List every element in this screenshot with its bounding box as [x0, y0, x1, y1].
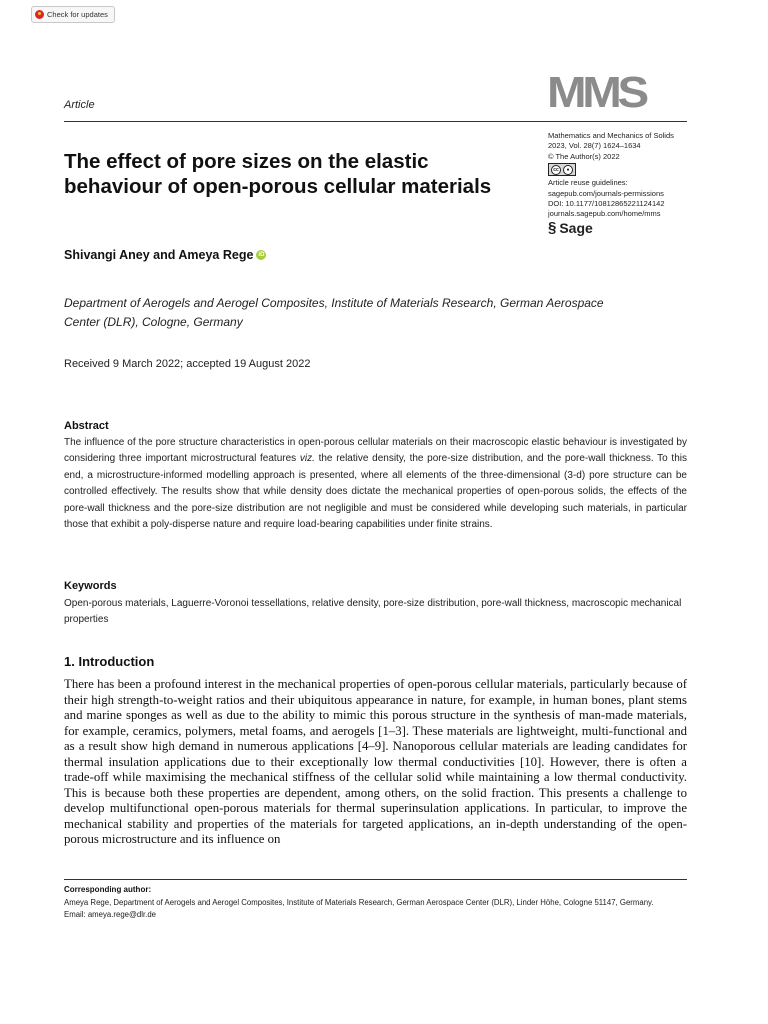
- abstract-text: [64, 435, 687, 533]
- footnote-divider: [64, 879, 687, 880]
- introduction-heading: 1. Introduction: [64, 654, 155, 669]
- journal-name: Mathematics and Mechanics of Solids: [548, 131, 674, 140]
- journal-logo: MMS: [547, 68, 645, 117]
- abstract-heading: Abstract: [64, 420, 109, 432]
- check-for-updates-label: Check for updates: [47, 10, 108, 19]
- introduction-text: There has been a profound interest in the mechanical properties of open-porous cellular materials, particularly because of their high strength-to-weight ratios and their ubiquitous appearance in nature, for example, in human bones, plant stems and marine sponges as well as due to the ability to mimic this porous structure in the synthesis of man-made materials, for example, ceramics, polymers, metal foams, and aerogels [1–3]. These materials are lightweight, multi-functional and as a result show high demand in numerous applications [4–9]. Nanoporous cellular materials are leading candidates for thermal insulation applications due to their exceptionally low thermal conductivities [10]. However, there is often a trade-off while maximising the mechanical stiffness of the cellular solid while maintaining a low thermal conductivity. This is because both these properties are dependent, among others, on the solid fraction. This presents a challenge to develop multifunctional open-porous materials for thermal superinsulation applications. In particular, to improve the mechanical stability and properties of the materials for targeted applications, an in-depth understanding of the open-porous microstructure and its influence on: [64, 677, 687, 846]
- cc-icon: cc: [551, 165, 561, 175]
- corresponding-author-email[interactable]: Email: ameya.rege@dlr.de: [64, 910, 156, 920]
- doi-link[interactable]: DOI: 10.1177/10812865221124142: [548, 199, 665, 209]
- reuse-guidelines-label: Article reuse guidelines:: [548, 178, 628, 188]
- orcid-icon[interactable]: iD: [258, 252, 265, 258]
- journal-home-link[interactable]: journals.sagepub.com/home/mms: [548, 209, 661, 219]
- author-line: [64, 248, 266, 262]
- journal-citation: 2023, Vol. 28(7) 1624–1634: [548, 141, 641, 151]
- abstract-text-part1: The influence of the pore structure characteristics in open-porous cellular materials on their macroscopic elastic behaviour is investigated by considering three important microstructural features: [64, 437, 687, 465]
- copyright-notice: © The Author(s) 2022: [548, 151, 620, 161]
- check-for-updates-button[interactable]: [31, 6, 115, 23]
- cc-license-badge[interactable]: [548, 163, 576, 176]
- corresponding-author-address: Ameya Rege, Department of Aerogels and Aerogel Composites, Institute of Materials Research, German Aerospace Center (DLR), Linder Höhe, Cologne 51147, Germany.: [64, 898, 654, 907]
- keywords-heading: Keywords: [64, 580, 117, 592]
- author-names: Shivangi Aney and Ameya Rege: [64, 248, 254, 262]
- paper-title: The effect of pore sizes on the elastic behaviour of open-porous cellular materials: [64, 150, 492, 198]
- journal-meta-block: [548, 131, 698, 236]
- corresponding-author-heading: Corresponding author:: [64, 885, 152, 894]
- abstract-viz: viz.: [299, 453, 315, 465]
- keywords-text: Open-porous materials, Laguerre-Voronoi tessellations, relative density, pore-size distribution, pore-wall thickness, macroscopic mechanical properties: [64, 598, 682, 625]
- by-person-icon: ●: [563, 165, 573, 175]
- received-dates: Received 9 March 2022; accepted 19 August 2022: [64, 358, 311, 370]
- corresponding-author-details: [64, 897, 687, 922]
- publisher-logo: [548, 218, 698, 236]
- publisher-name: Sage: [559, 219, 593, 236]
- sage-s-icon: §: [548, 218, 557, 236]
- article-type-label: Article: [64, 99, 95, 111]
- crossmark-icon: [35, 10, 44, 19]
- author-affiliation: Department of Aerogels and Aerogel Composites, Institute of Materials Research, German Aerospace Center (DLR), Cologne, Germany: [64, 296, 604, 329]
- reuse-guidelines-link[interactable]: sagepub.com/journals-permissions: [548, 188, 664, 198]
- abstract-text-part2: the relative density, the pore-size distribution, and the pore-wall thickness. To this end, a microstructure-informed modelling approach is presented, where all elements of the three-dimensional (3-d) pore structure can be controlled effectively. The results show that while density does dictate the mechanical properties of open-porous solids, the effects of the pore-wall thickness and the pore-size distribution are not negligible and must be considered while developing such materials, in particular those that exhibit a poly-disperse nature and require load-bearing capabilities under finite strains.: [64, 453, 687, 531]
- header-divider: [64, 121, 687, 122]
